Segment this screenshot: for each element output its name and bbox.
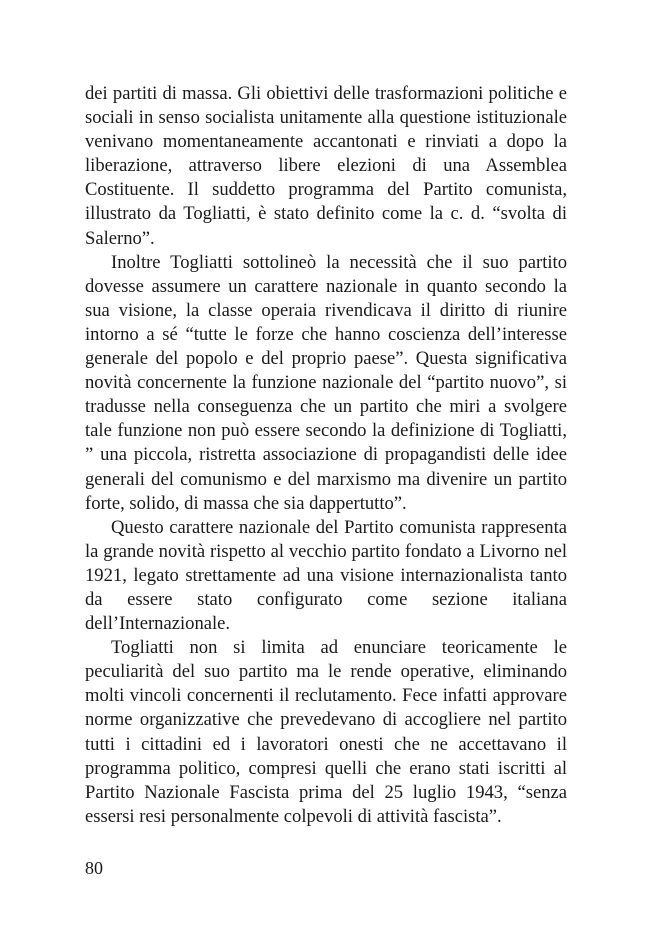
page-body — [85, 82, 567, 829]
paragraph-4: Togliatti non si limita ad enunciare teoricamente le peculiarità del suo partito ma le rende operative, eliminando molti vincoli concernenti il reclutamento. Fece infatti approvare norme organizzative che prevedevano di accogliere nel partito tutti i cittadini ed i lavoratori onesti che ne accettavano il programma politico, compresi quelli che erano stati iscritti al Partito Nazionale Fascista prima del 25 luglio 1943, “senza essersi resi personalmente colpevoli di attività fascista”. — [85, 637, 567, 827]
paragraph-3: Questo carattere nazionale del Partito comunista rappresenta la grande novità rispetto al vecchio partito fondato a Livorno nel 1921, legato strettamente ad una visione internazionalista tanto da essere stato configurato come sezione italiana dell’Internazionale. — [85, 516, 567, 635]
page-number: 80 — [85, 858, 103, 878]
paragraph-2: Inoltre Togliatti sottolineò la necessità che il suo partito dovesse assumere un carattere nazionale in quanto secondo la sua visione, la classe operaia rivendicava il diritto di riunire intorno a sé “tutte le forze che hanno coscienza dell’interesse generale del popolo e del proprio paese”. Questa significativa novità concernente la funzione nazionale del “partito nuovo”, si tradusse nella conseguenza che un partito che miri a svolgere tale funzione non può essere secondo la definizione di Togliatti, ” una piccola, ristretta associazione di propagandisti delle idee generali del comunismo e del marxismo ma divenire un partito forte, solido, di massa che sia dappertutto”. — [85, 251, 567, 514]
paragraph-1: dei partiti di massa. Gli obiettivi delle trasformazioni politiche e sociali in senso socialista unitamente alla questione istituzionale venivano momentaneamente accantonati e rinviati a dopo la liberazione, attraverso libere elezioni di una Assemblea Costituente. Il suddetto programma del Partito comunista, illustrato da Togliatti, è stato definito come la c. d. “svolta di Salerno”. — [85, 83, 567, 249]
